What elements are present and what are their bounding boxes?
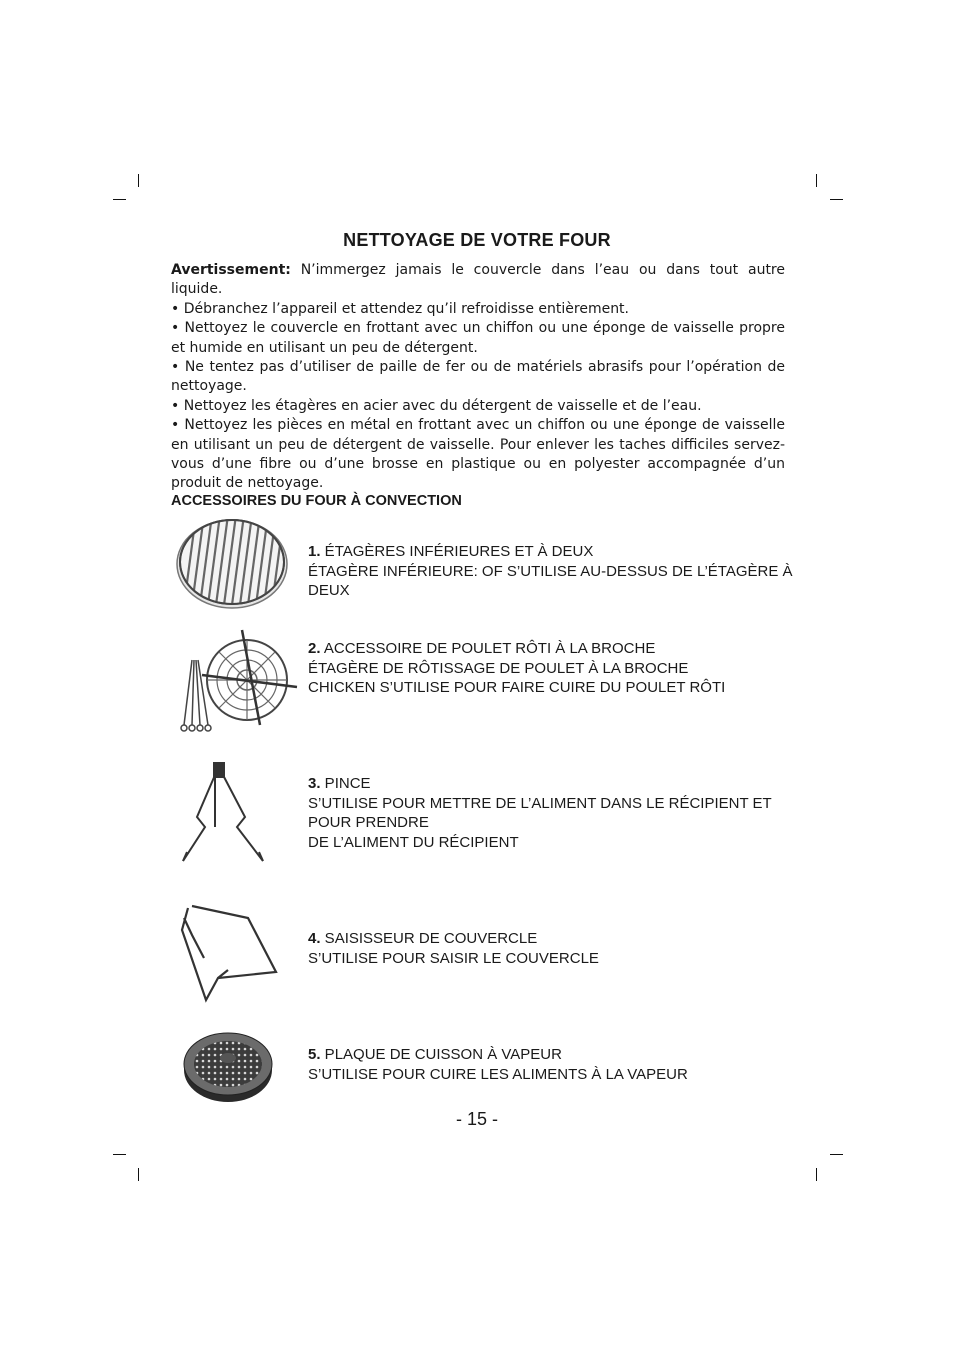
cleaning-instructions bbox=[171, 261, 785, 494]
accessory-description: CHICKEN S’UTILISE POUR FAIRE CUIRE DU POULET RÔTI bbox=[308, 679, 726, 696]
accessory-item bbox=[308, 542, 793, 601]
accessory-title: ÉTAGÈRES INFÉRIEURES ET À DEUX bbox=[320, 543, 594, 560]
accessory-item bbox=[308, 774, 788, 852]
page-title: NETTOYAGE DE VOTRE FOUR bbox=[343, 230, 611, 250]
warning-label: Avertissement: bbox=[171, 262, 291, 278]
crop-mark-top-right bbox=[830, 199, 843, 200]
accessory-description: S’UTILISE POUR CUIRE LES ALIMENTS À LA VAPEUR bbox=[308, 1065, 688, 1083]
crop-mark-top-left bbox=[138, 174, 139, 187]
crop-mark-top-left bbox=[113, 199, 126, 200]
accessory-description: S’UTILISE POUR METTRE DE L’ALIMENT DANS LE RÉCIPIENT ET bbox=[308, 794, 772, 812]
instruction-bullet: • Nettoyez le couvercle en frottant avec un chiffon ou une éponge de vaisselle propre et humide en utilisant un peu de détergent. bbox=[171, 320, 785, 356]
accessory-number: 2. bbox=[308, 640, 321, 657]
rotisserie-icon bbox=[172, 625, 307, 737]
accessory-item bbox=[308, 929, 788, 968]
warning-text: N’immergez jamais le couvercle dans l’eau ou dans tout autre liquide. bbox=[171, 262, 785, 298]
accessory-title: SAISISSEUR DE COUVERCLE bbox=[320, 930, 538, 947]
accessory-heading bbox=[308, 929, 788, 949]
warning-paragraph bbox=[171, 261, 785, 300]
crop-mark-top-right bbox=[816, 174, 817, 187]
crop-mark-bottom-right bbox=[816, 1168, 817, 1181]
crop-mark-bottom-right bbox=[830, 1154, 843, 1155]
instruction-bullet: • Ne tentez pas d’utiliser de paille de fer ou de matériels abrasifs pour l’opération de nettoyage. bbox=[171, 359, 785, 395]
accessory-heading bbox=[308, 1045, 788, 1065]
crop-mark-bottom-left bbox=[138, 1168, 139, 1181]
lid-holder-icon bbox=[176, 900, 281, 1005]
page-number: - 15 - bbox=[455, 1109, 498, 1129]
accessory-number: 3. bbox=[308, 775, 321, 792]
tongs-icon bbox=[175, 757, 275, 872]
accessory-description: DEUX bbox=[308, 582, 350, 599]
accessory-heading bbox=[308, 639, 788, 659]
crop-mark-bottom-left bbox=[113, 1154, 126, 1155]
accessory-description: POUR PRENDRE bbox=[308, 814, 429, 831]
accessory-heading bbox=[308, 774, 788, 794]
accessory-title: ACCESSOIRE DE POULET RÔTI À LA BROCHE bbox=[320, 640, 656, 657]
instruction-bullet: • Nettoyez les étagères en acier avec du détergent de vaisselle et de l’eau. bbox=[171, 397, 702, 414]
steam-plate-icon bbox=[182, 1028, 274, 1103]
rack-icon bbox=[172, 515, 292, 610]
accessory-item bbox=[308, 1045, 788, 1084]
accessory-description: ÉTAGÈRE INFÉRIEURE: OF S’UTILISE AU-DESSUS DE L’ÉTAGÈRE À bbox=[308, 562, 793, 580]
instruction-bullet: • Nettoyez les pièces en métal en frottant avec un chiffon ou une éponge de vaisselle en utilisant un peu de détergent de vaisselle. Pour enlever les taches difficiles servez-vous d’une fibre ou d’une brosse en plastique ou en polyester accompagnée d’un produit de nettoyage. bbox=[171, 417, 785, 492]
accessory-heading bbox=[308, 542, 788, 562]
accessory-item bbox=[308, 639, 788, 698]
accessory-title: PLAQUE DE CUISSON À VAPEUR bbox=[320, 1046, 562, 1063]
accessory-description: ÉTAGÈRE DE RÔTISSAGE DE POULET À LA BROCHE bbox=[308, 659, 689, 677]
accessories-heading: ACCESSOIRES DU FOUR À CONVECTION bbox=[171, 493, 462, 509]
accessory-description: S’UTILISE POUR SAISIR LE COUVERCLE bbox=[308, 949, 599, 967]
accessory-number: 4. bbox=[308, 930, 321, 947]
accessory-description: DE L’ALIMENT DU RÉCIPIENT bbox=[308, 833, 519, 851]
accessory-number: 5. bbox=[308, 1046, 321, 1063]
instruction-bullet: • Débranchez l’appareil et attendez qu’il refroidisse entièrement. bbox=[171, 300, 630, 317]
accessory-number: 1. bbox=[308, 543, 321, 560]
accessory-title: PINCE bbox=[320, 775, 371, 792]
